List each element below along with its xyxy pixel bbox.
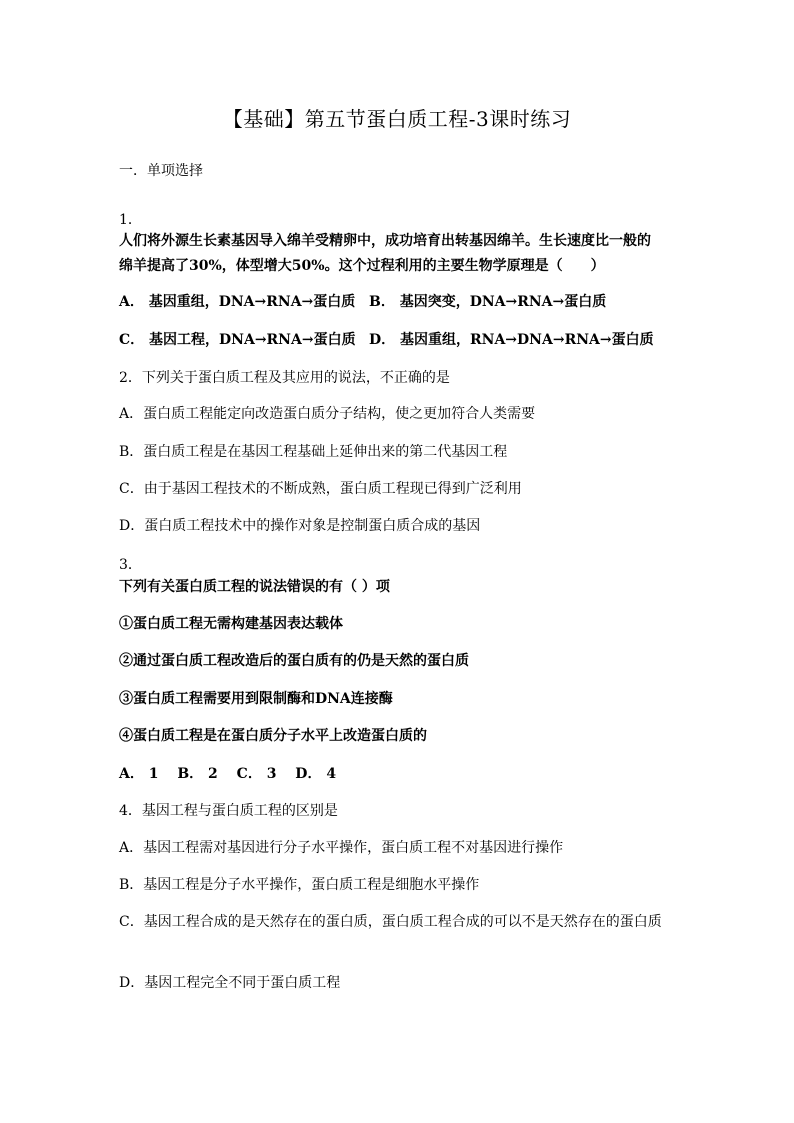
q3-statement-4: ④蛋白质工程是在蛋白质分子水平上改造蛋白质的: [119, 728, 427, 744]
q2-option-c: C．由于基因工程技术的不断成熟，蛋白质工程现已得到广泛利用: [119, 481, 522, 497]
q4-option-d: D．基因工程完全不同于蛋白质工程: [119, 975, 341, 991]
q3-statement-3: ③蛋白质工程需要用到限制酶和DNA连接酶: [119, 691, 393, 707]
q4-option-c: C．基因工程合成的是天然存在的蛋白质，蛋白质工程合成的可以不是天然存在的蛋白质: [119, 914, 662, 930]
q2-stem: 2．下列关于蛋白质工程及其应用的说法，不正确的是: [119, 370, 450, 386]
q3-options: A． 1 B． 2 C． 3 D． 4: [119, 766, 337, 782]
q3-statement-1: ①蛋白质工程无需构建基因表达载体: [119, 616, 343, 632]
q2-option-b: B．蛋白质工程是在基因工程基础上延伸出来的第二代基因工程: [119, 444, 508, 460]
q3-stem: 下列有关蛋白质工程的说法错误的有（ ）项: [119, 579, 390, 595]
q4-option-a: A．基因工程需对基因进行分子水平操作，蛋白质工程不对基因进行操作: [119, 840, 564, 856]
q1-option-c: C． 基因工程，DNA→RNA→蛋白质: [119, 332, 356, 348]
q1-number: 1．: [119, 212, 142, 228]
q1-option-d: D． 基因重组，RNA→DNA→RNA→蛋白质: [369, 332, 654, 348]
q4-option-b: B．基因工程是分子水平操作，蛋白质工程是细胞水平操作: [119, 877, 480, 893]
q1-option-a: A． 基因重组，DNA→RNA→蛋白质: [119, 294, 356, 310]
q1-option-b: B． 基因突变，DNA→RNA→蛋白质: [369, 294, 607, 310]
q3-number: 3．: [119, 557, 142, 573]
q3-statement-2: ②通过蛋白质工程改造后的蛋白质有的仍是天然的蛋白质: [119, 653, 469, 669]
q1-stem-line1: 人们将外源生长素基因导入绵羊受精卵中，成功培育出转基因绵羊。生长速度比一般的: [119, 233, 651, 249]
q2-option-d: D．蛋白质工程技术中的操作对象是控制蛋白质合成的基因: [119, 518, 481, 534]
q1-stem-line2: 绵羊提高了30%，体型增大50%。这个过程利用的主要生物学原理是（ ）: [119, 258, 605, 274]
section-heading: 一．单项选择: [119, 163, 203, 179]
q2-option-a: A．蛋白质工程能定向改造蛋白质分子结构，使之更加符合人类需要: [119, 406, 536, 422]
page-title: 【基础】第五节蛋白质工程-3课时练习: [222, 107, 572, 131]
q4-stem: 4．基因工程与蛋白质工程的区别是: [119, 803, 338, 819]
